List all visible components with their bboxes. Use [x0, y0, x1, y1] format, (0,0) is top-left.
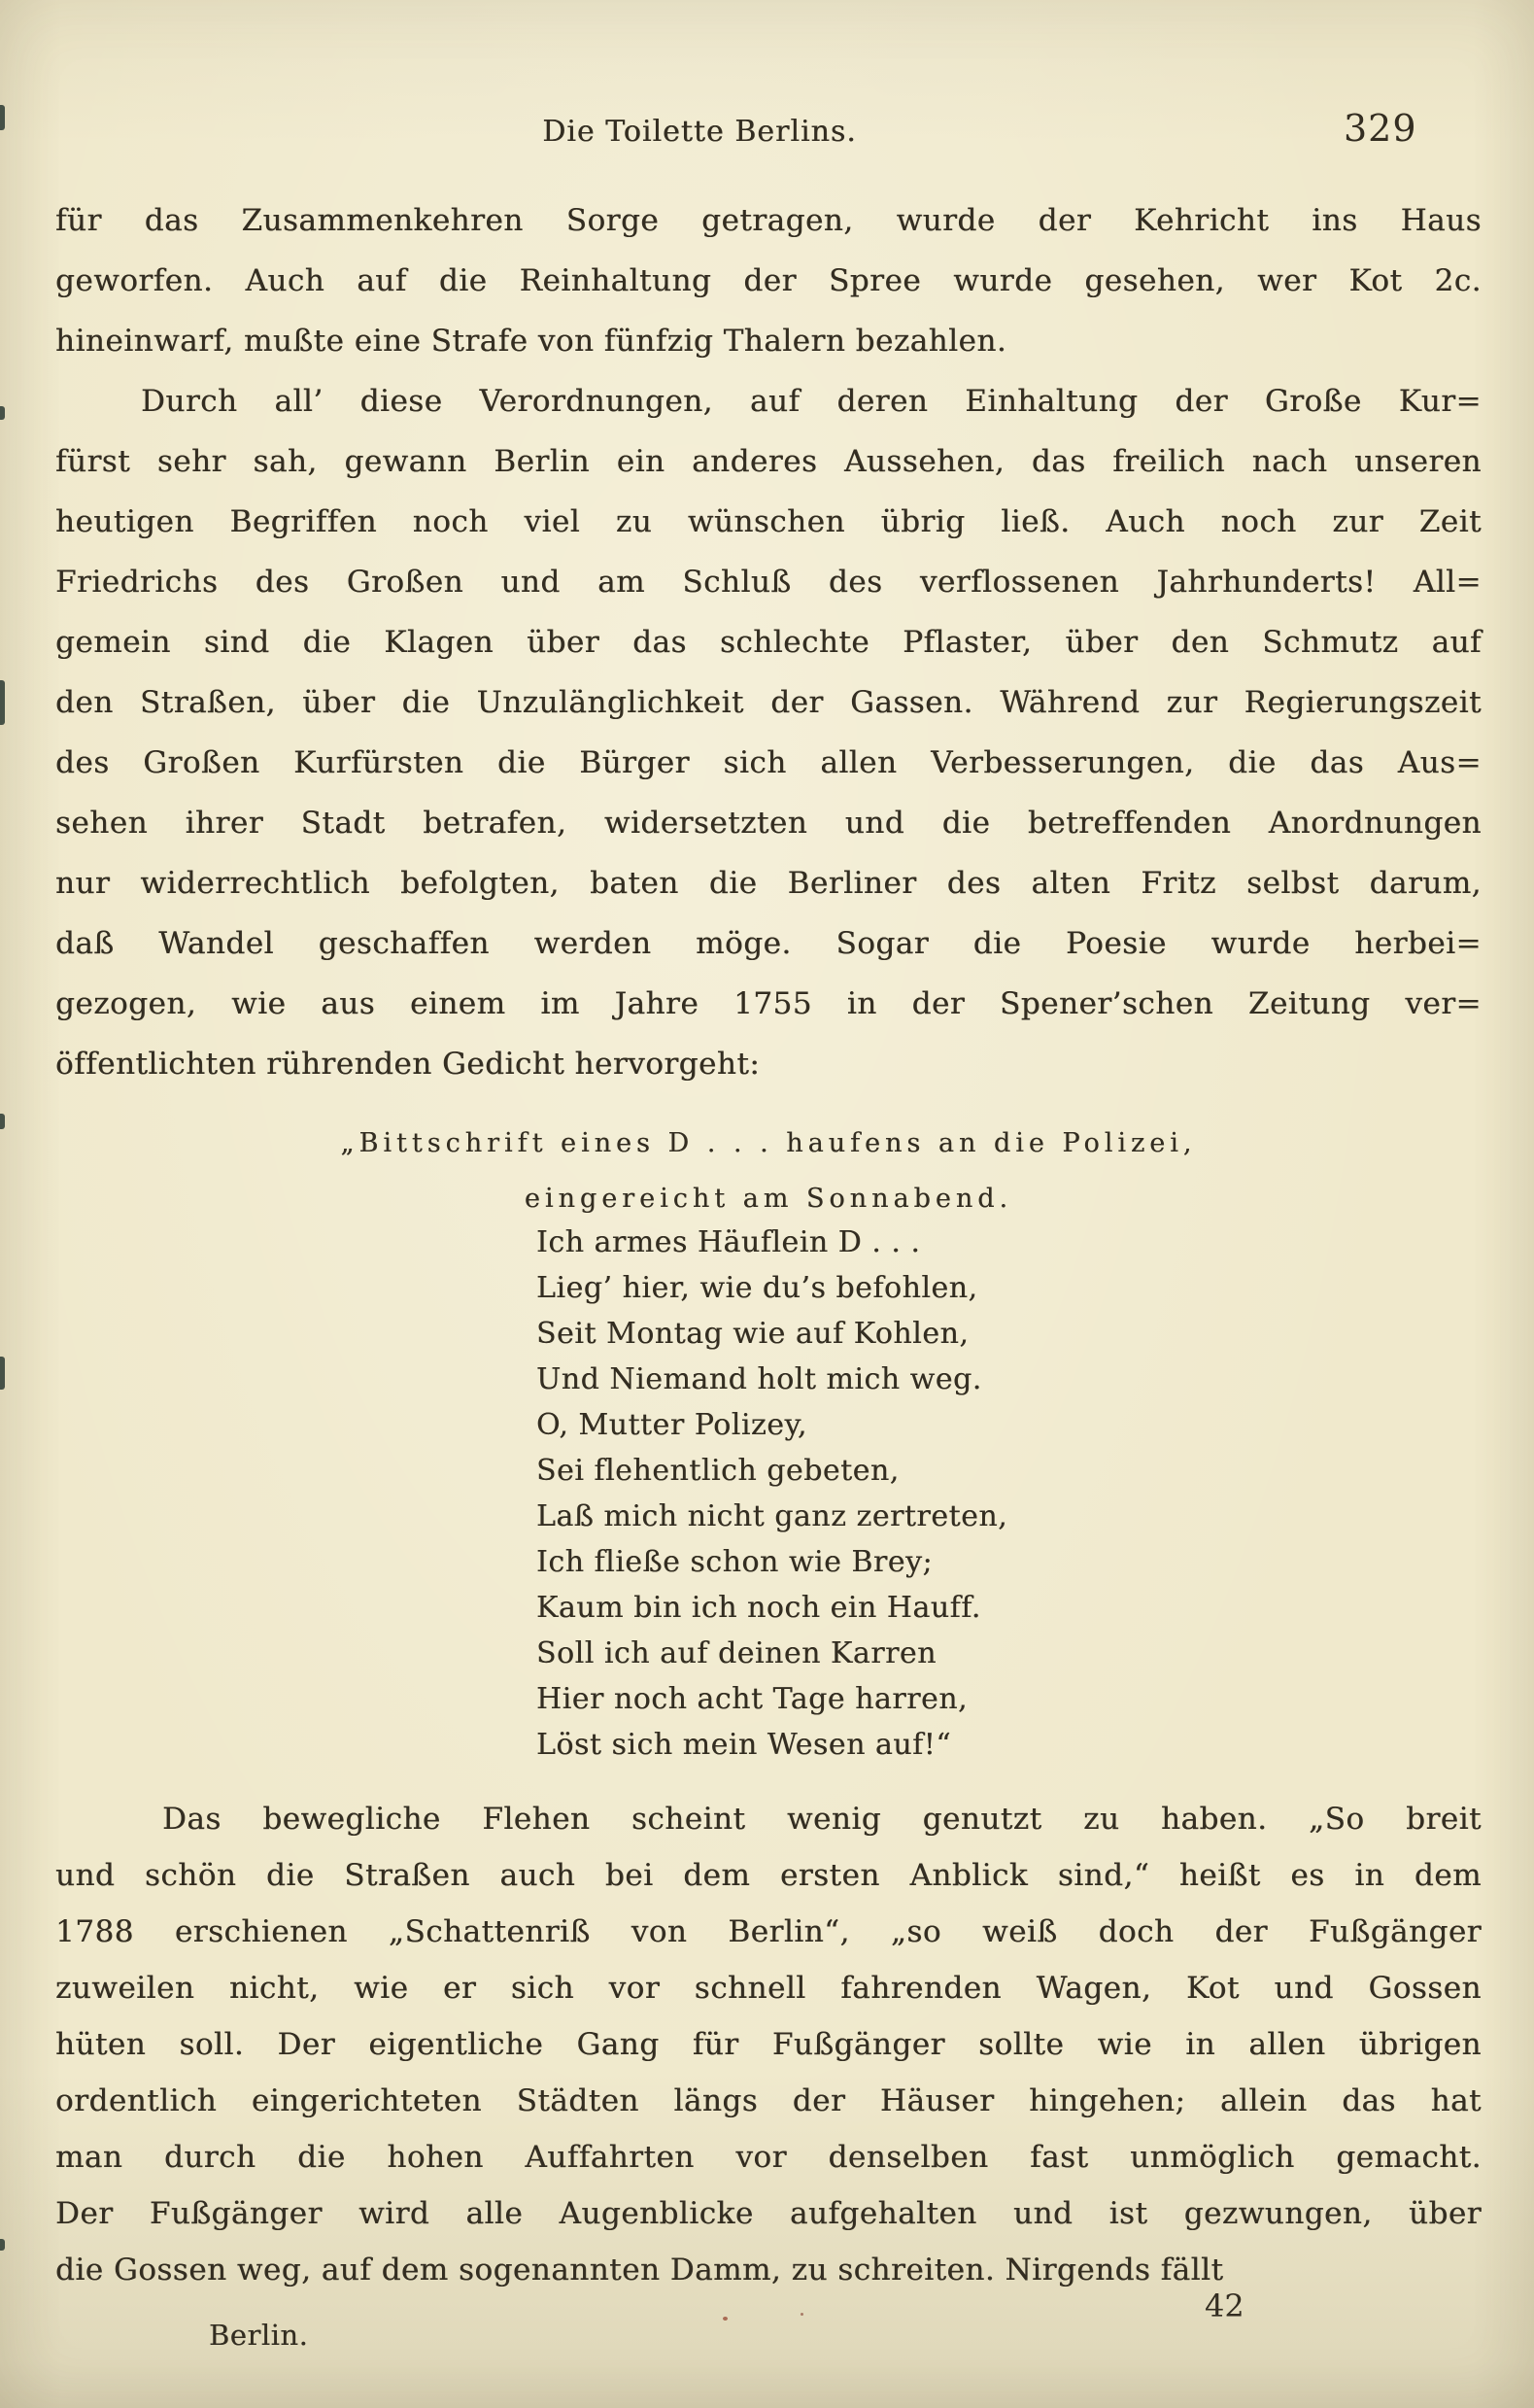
poem-line: Ich fließe schon wie Brey; [536, 1545, 934, 1579]
text-line: die Gossen weg, auf dem sogenannten Damm, zu schreiten. Nirgends fällt [55, 2253, 1224, 2288]
poem-line: Laß mich nicht ganz zertreten, [536, 1499, 1008, 1533]
poem-line: Hier noch acht Tage harren, [536, 1682, 969, 1716]
poem-heading-line: „Bittschrift eines D . . . haufens an die Polizei, [340, 1128, 1197, 1158]
text-line: zuweilen nicht, wie er sich vor schnell fahrenden Wagen, Kot und Gossen [55, 1971, 1482, 2006]
poem-block [536, 1220, 1007, 1768]
text-line: hineinwarf, mußte eine Strafe von fünfzig Thalern bezahlen. [55, 324, 1007, 359]
text-line: Friedrichs des Großen und am Schluß des verflossenen Jahrhunderts! All= [55, 565, 1482, 600]
scan-edge-artifact [0, 1114, 5, 1129]
scan-edge-artifact [0, 680, 5, 725]
poem-line: Ich armes Häuflein D . . . [536, 1225, 921, 1259]
running-header-title: Die Toilette Berlins. [542, 115, 857, 149]
text-line: nur widerrechtlich befolgten, baten die Berliner des alten Fritz selbst darum, [55, 866, 1482, 901]
text-line: den Straßen, über die Unzulänglichkeit der Gassen. Während zur Regierungszeit [55, 685, 1482, 720]
poem-line: Seit Montag wie auf Kohlen, [536, 1317, 970, 1351]
text-line: sehen ihrer Stadt betrafen, widersetzten und die betreffenden Anordnungen [55, 806, 1482, 841]
poem-heading-line: eingereicht am Sonnabend. [524, 1184, 1013, 1214]
signature-title: Berlin. [209, 2319, 309, 2352]
text-line: hüten soll. Der eigentliche Gang für Fußgänger sollte wie in allen übrigen [55, 2027, 1482, 2062]
paragraph-2 [55, 371, 1482, 1094]
text-line: heutigen Begriffen noch viel zu wünschen übrig ließ. Auch noch zur Zeit [55, 504, 1482, 539]
text-line: Das bewegliche Flehen scheint wenig genutzt zu haben. „So breit [162, 1802, 1482, 1837]
poem-line: Lieg’ hier, wie du’s befohlen, [536, 1271, 978, 1305]
scan-edge-artifact [0, 406, 5, 420]
text-line: man durch die hohen Auffahrten vor denselben fast unmöglich gemacht. [55, 2140, 1482, 2175]
text-line: gemein sind die Klagen über das schlechte Pflaster, über den Schmutz auf [55, 625, 1482, 660]
text-line: für das Zusammenkehren Sorge getragen, wurde der Kehricht ins Haus [55, 203, 1482, 238]
poem-line: O, Mutter Polizey, [536, 1408, 807, 1442]
paper-speck [801, 2313, 803, 2316]
main-text-block [55, 190, 1482, 1094]
paper-speck [723, 2317, 728, 2321]
text-line: öffentlichten rührenden Gedicht hervorgeht: [55, 1047, 761, 1082]
poem-line: Soll ich auf deinen Karren [536, 1636, 937, 1670]
signature-number: 42 [1205, 2288, 1244, 2324]
text-line: und schön die Straßen auch bei dem ersten Anblick sind,“ heißt es in dem [55, 1858, 1482, 1893]
text-line: fürst sehr sah, gewann Berlin ein anderes Aussehen, das freilich nach unseren [55, 444, 1482, 479]
paragraph-3 [55, 1791, 1482, 2298]
poem-line: Sei flehentlich gebeten, [536, 1454, 900, 1488]
text-line: geworfen. Auch auf die Reinhaltung der Spree wurde gesehen, wer Kot 2c. [55, 263, 1482, 298]
text-line: Durch all’ diese Verordnungen, auf deren Einhaltung der Große Kur= [141, 384, 1482, 419]
scan-edge-artifact [0, 1357, 5, 1390]
text-line: gezogen, wie aus einem im Jahre 1755 in der Spener’schen Zeitung ver= [55, 986, 1482, 1021]
scan-edge-artifact [0, 2239, 5, 2251]
page-number: 329 [1344, 107, 1417, 150]
poem-line: Kaum bin ich noch ein Hauff. [536, 1591, 981, 1625]
poem-heading [55, 1116, 1482, 1226]
text-line: ordentlich eingerichteten Städten längs der Häuser hingehen; allein das hat [55, 2083, 1482, 2118]
text-line: daß Wandel geschaffen werden möge. Sogar die Poesie wurde herbei= [55, 926, 1482, 961]
poem-line: Löst sich mein Wesen auf!“ [536, 1728, 952, 1762]
text-line: Der Fußgänger wird alle Augenblicke aufgehalten und ist gezwungen, über [55, 2196, 1482, 2231]
text-line: des Großen Kurfürsten die Bürger sich allen Verbesserungen, die das Aus= [55, 745, 1482, 780]
poem-line: Und Niemand holt mich weg. [536, 1362, 982, 1396]
text-line: 1788 erschienen „Schattenriß von Berlin“, „so weiß doch der Fußgänger [55, 1914, 1482, 1949]
paragraph-1 [55, 190, 1482, 371]
scan-edge-artifact [0, 105, 5, 130]
